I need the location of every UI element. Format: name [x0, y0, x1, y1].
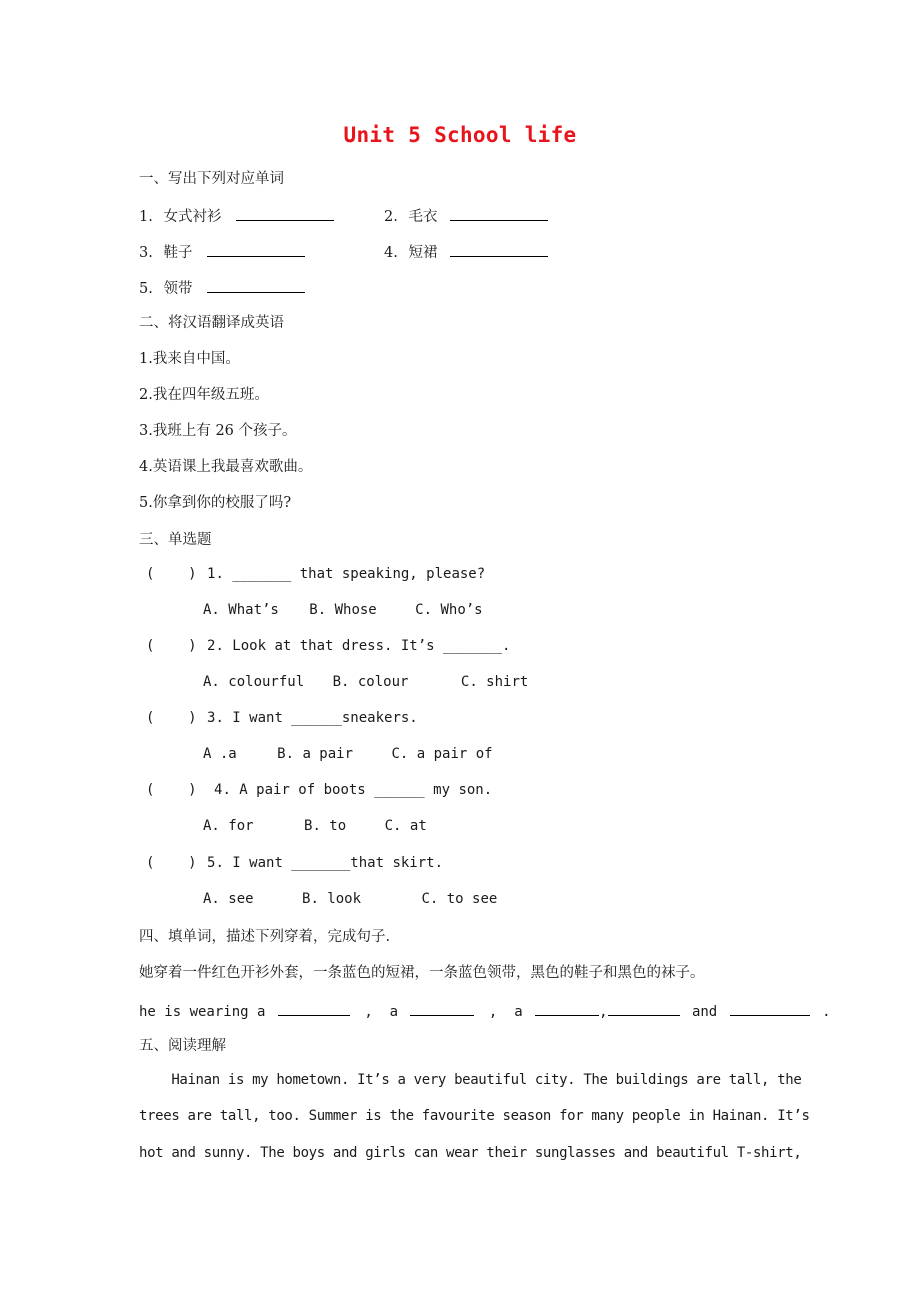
answer-blank[interactable] — [207, 241, 305, 257]
answer-blank[interactable] — [608, 1000, 680, 1016]
option-c[interactable]: C. Who’s — [415, 602, 483, 618]
option-c[interactable]: C. shirt — [460, 674, 529, 690]
option-a[interactable]: A. colourful — [203, 674, 305, 690]
question-2: ( ) 2. Look at that dress. It’s _______. — [146, 638, 511, 654]
question-2-options — [203, 674, 528, 690]
option-b[interactable]: B. to — [304, 818, 347, 834]
answer-paren[interactable]: ( ) — [146, 638, 197, 654]
answer-paren[interactable]: ( ) — [146, 710, 197, 726]
translate-item-5: 5.你拿到你的校服了吗? — [139, 495, 292, 511]
answer-paren[interactable]: ( ) — [146, 566, 197, 582]
answer-paren[interactable]: ( ) — [146, 782, 197, 798]
answer-blank[interactable] — [236, 205, 334, 221]
reading-line-3: hot and sunny. The boys and girls can wear their sunglasses and beautiful T-shirt, — [139, 1145, 802, 1161]
option-b[interactable]: B. Whose — [309, 602, 377, 618]
question-3: ( ) 3. I want ______sneakers. — [146, 710, 418, 726]
answer-blank[interactable] — [450, 241, 548, 257]
answer-blank[interactable] — [450, 205, 548, 221]
option-a[interactable]: A. see — [203, 891, 254, 907]
translate-item-2: 2.我在四年级五班。 — [139, 387, 269, 403]
question-5-options — [203, 891, 497, 907]
option-a[interactable]: A. for — [203, 818, 254, 834]
page-title: Unit 5 School life — [343, 123, 577, 147]
question-5: ( ) 5. I want _______that skirt. — [146, 855, 444, 871]
option-c[interactable]: C. at — [384, 818, 427, 834]
option-b[interactable]: B. colour — [332, 674, 409, 690]
answer-paren[interactable]: ( ) — [146, 855, 197, 871]
vocab-item-2: 2. 毛衣 — [384, 205, 548, 227]
translate-item-3: 3.我班上有 26 个孩子。 — [139, 423, 297, 439]
question-4-options — [203, 818, 427, 834]
option-a[interactable]: A .a — [203, 746, 237, 762]
answer-blank[interactable] — [278, 1000, 350, 1016]
reading-line-2: trees are tall, too. Summer is the favourite season for many people in Hainan. It’s — [139, 1108, 810, 1124]
fill-sentence: he is wearing a , a , a , and . — [139, 1000, 831, 1020]
vocab-item-5: 5. 领带 — [139, 277, 305, 299]
reading-line-1: Hainan is my hometown. It’s a very beautiful city. The buildings are tall, the — [139, 1072, 802, 1088]
vocab-item-4: 4. 短裙 — [384, 241, 548, 263]
vocab-item-1: 1. 女式衬衫 — [139, 205, 334, 227]
question-1: ( ) 1. _______ that speaking, please? — [146, 566, 486, 582]
answer-blank[interactable] — [410, 1000, 474, 1016]
answer-blank[interactable] — [535, 1000, 599, 1016]
section4-chinese: 她穿着一件红色开衫外套，一条蓝色的短裙，一条蓝色领带，黑色的鞋子和黑色的袜子。 — [139, 965, 705, 981]
option-c[interactable]: C. a pair of — [391, 746, 493, 762]
translate-item-4: 4.英语课上我最喜欢歌曲。 — [139, 459, 313, 475]
question-3-options — [203, 746, 493, 762]
question-1-options — [203, 602, 483, 618]
option-c[interactable]: C. to see — [421, 891, 498, 907]
answer-blank[interactable] — [207, 277, 305, 293]
vocab-item-3: 3. 鞋子 — [139, 241, 305, 263]
section1-heading: 一、写出下列对应单词 — [139, 171, 284, 187]
section5-heading: 五、阅读理解 — [139, 1038, 226, 1054]
section4-heading: 四、填单词，描述下列穿着，完成句子. — [139, 929, 391, 945]
translate-item-1: 1.我来自中国。 — [139, 351, 240, 367]
section2-heading: 二、将汉语翻译成英语 — [139, 315, 284, 331]
answer-blank[interactable] — [730, 1000, 810, 1016]
section3-heading: 三、单选题 — [139, 532, 212, 548]
option-b[interactable]: B. a pair — [277, 746, 354, 762]
option-b[interactable]: B. look — [302, 891, 362, 907]
option-a[interactable]: A. What’s — [203, 602, 279, 618]
question-4: ( ) 4. A pair of boots ______ my son. — [146, 782, 493, 798]
